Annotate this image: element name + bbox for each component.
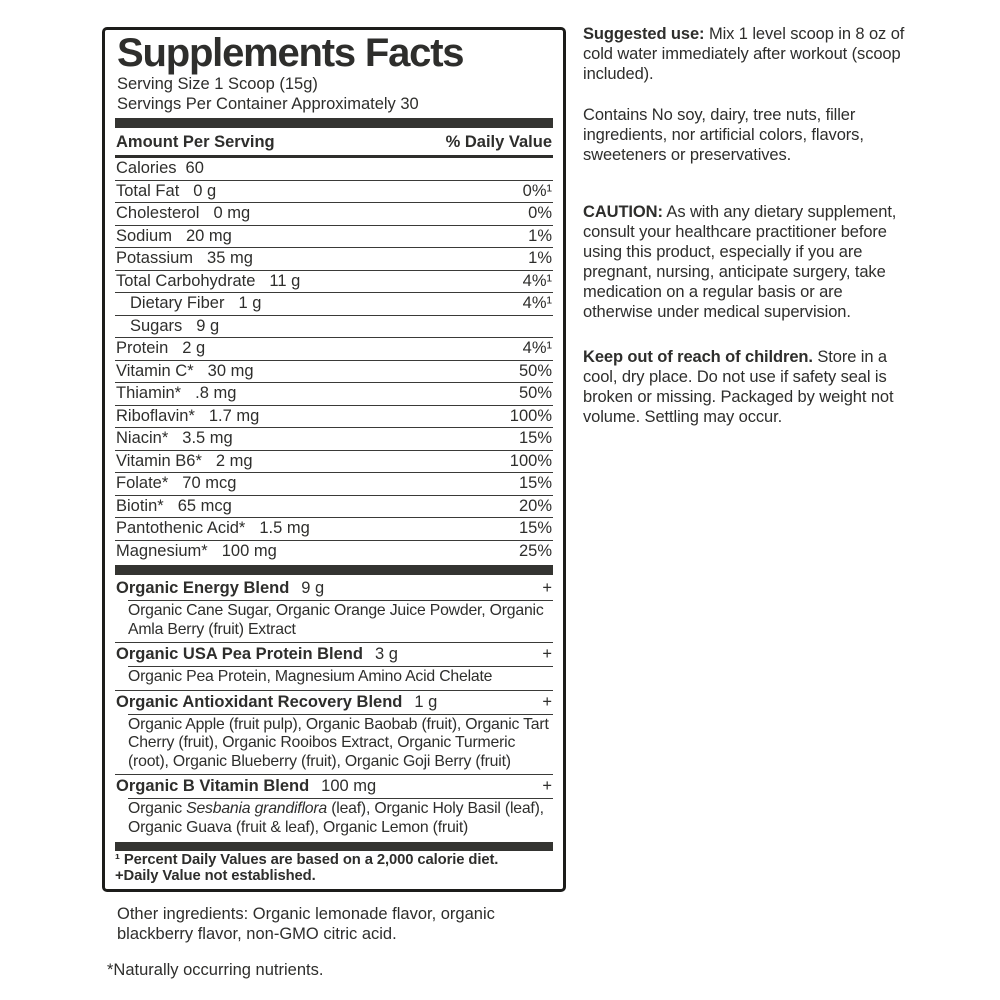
nutrient-name: Niacin* [116, 429, 169, 448]
nutrient-dv: 0% [528, 204, 552, 223]
nutrient-row [115, 541, 553, 564]
blend-header-row [115, 643, 553, 666]
blend-amount: 1 g [414, 692, 438, 711]
nutrient-name: Magnesium* [116, 542, 208, 561]
nutrient-dv: 25% [518, 542, 552, 561]
nutrient-name: Calories [116, 159, 177, 178]
blend-dv: + [542, 579, 552, 597]
amount-per-serving-header: Amount Per Serving [116, 133, 275, 151]
nutrient-rows [115, 181, 553, 564]
naturally-occurring-note: *Naturally occurring nutrients. [107, 961, 324, 979]
blend-ingredients: Organic Pea Protein, Magnesium Amino Acid Chelate [128, 668, 493, 685]
blend-ingredients: Organic Apple (fruit pulp), Organic Baobab (fruit), Organic Tart Cherry (fruit), Organic Rooibos Extract, Organic Turmeric (root), Organic Blueberry (fruit), Organic Goji Berry (fruit) [128, 715, 549, 770]
nutrient-dv: 0%¹ [522, 181, 552, 200]
paragraph-lead: CAUTION: [583, 203, 663, 221]
blend-sections [115, 577, 553, 840]
paragraph-text: As with any dietary supplement, consult your healthcare practitioner before using this product, especially if you are pregnant, nursing, anticipate surgery, take medication on a regular basis or are otherwise under medical supervision. [583, 203, 897, 321]
info-paragraph [583, 105, 909, 165]
blend-amount: 100 mg [321, 777, 377, 795]
column-header-row [115, 131, 553, 158]
footnote-daily-values: ¹ Percent Daily Values are based on a 2,000 calorie diet. [115, 852, 499, 868]
nutrient-name: Sugars [130, 316, 183, 335]
nutrient-amount: 30 mg [207, 361, 254, 380]
nutrient-dv: 1% [528, 249, 552, 268]
blend-dv: + [542, 645, 552, 663]
daily-value-header: % Daily Value [445, 133, 552, 151]
blend-name: Organic USA Pea Protein Blend [116, 645, 363, 663]
nutrient-dv: 1% [528, 226, 552, 245]
blend-name: Organic Antioxidant Recovery Blend [116, 692, 403, 711]
nutrient-amount: 3.5 mg [182, 429, 233, 448]
blend-header-row [115, 691, 553, 714]
panel-title: Supplements Facts [117, 31, 464, 75]
nutrient-row [115, 203, 553, 226]
nutrient-dv: 50% [518, 384, 552, 403]
nutrient-amount: 0 g [193, 181, 217, 200]
nutrient-row [115, 518, 553, 541]
supplement-facts-panel [102, 27, 566, 892]
nutrient-name: Potassium [116, 249, 194, 268]
servings-per-container: Servings Per Container Approximately 30 [117, 94, 419, 113]
blend-section [115, 774, 553, 840]
nutrient-name: Total Fat [116, 181, 180, 200]
divider-bar-bottom [115, 842, 553, 851]
blend-section [115, 642, 553, 690]
nutrient-name: Sodium [116, 226, 172, 245]
other-ingredients: Other ingredients: Organic lemonade flavor, organic blackberry flavor, non-GMO citric acid. [117, 905, 495, 943]
nutrient-name: Protein [116, 339, 169, 358]
nutrient-dv: 50% [518, 361, 552, 380]
blend-dv: + [542, 692, 552, 711]
paragraph-text: Contains No soy, dairy, tree nuts, filler ingredients, nor artificial colors, flavors, sweeteners or preservatives. [583, 106, 864, 164]
paragraph-lead: Suggested use: [583, 25, 705, 43]
nutrient-dv: 4%¹ [522, 294, 552, 313]
nutrient-dv: 15% [518, 519, 552, 538]
nutrient-amount: 35 mg [207, 249, 253, 268]
info-paragraph [583, 347, 909, 427]
nutrient-amount: 1.7 mg [208, 406, 260, 425]
nutrient-row [115, 406, 553, 429]
footnotes [115, 853, 553, 884]
nutrient-row [115, 451, 553, 474]
nutrient-row [115, 338, 553, 361]
nutrient-dv: 100% [509, 451, 552, 470]
blend-dv: + [542, 777, 552, 795]
blend-amount: 3 g [374, 645, 398, 663]
nutrient-dv: 15% [518, 429, 552, 448]
nutrient-row [115, 496, 553, 519]
blend-amount: 9 g [301, 579, 325, 597]
nutrient-amount: 11 g [269, 271, 301, 290]
blend-ingredients: Organic Sesbania grandiflora (leaf), Organic Holy Basil (leaf), Organic Guava (fruit & leaf), Organic Lemon (fruit) [128, 800, 544, 836]
nutrient-amount: 9 g [196, 316, 220, 335]
nutrient-amount: 60 [185, 159, 204, 178]
nutrient-amount: 100 mg [221, 542, 277, 561]
nutrient-row [115, 361, 553, 384]
nutrient-row [115, 316, 553, 339]
nutrient-row [115, 293, 553, 316]
nutrient-dv: 4%¹ [522, 271, 552, 290]
nutrient-name: Riboflavin* [116, 406, 195, 425]
facts-column [102, 27, 566, 980]
nutrient-dv: 100% [509, 406, 552, 425]
nutrient-amount: .8 mg [195, 384, 237, 403]
nutrient-amount: 20 mg [185, 226, 232, 245]
divider-bar-middle [115, 565, 553, 575]
nutrient-row [115, 271, 553, 294]
nutrient-row [115, 383, 553, 406]
paragraph-text: Store in a cool, dry place. Do not use if safety seal is broken or missing. Packaged by weight not volume. Settling may occur. [583, 348, 894, 426]
nutrient-name: Biotin* [116, 496, 164, 515]
blend-header-row [115, 577, 553, 600]
nutrient-amount: 2 mg [215, 451, 253, 470]
nutrient-amount: 2 g [182, 339, 206, 358]
blend-name: Organic B Vitamin Blend [116, 777, 310, 795]
paragraph-lead: Keep out of reach of children. [583, 348, 813, 366]
nutrient-amount: 70 mcg [182, 474, 237, 493]
blend-ingredients: Organic Cane Sugar, Organic Orange Juice Powder, Organic Amla Berry (fruit) Extract [128, 602, 544, 638]
nutrient-dv: 4%¹ [522, 339, 552, 358]
blend-section [115, 690, 553, 775]
usage-info-column [583, 24, 909, 448]
calories-row [115, 158, 553, 181]
nutrient-amount: 0 mg [213, 204, 251, 223]
nutrient-amount: 1 g [238, 294, 262, 313]
nutrient-name: Cholesterol [116, 204, 200, 223]
blend-name: Organic Energy Blend [116, 579, 290, 597]
info-paragraph [583, 202, 909, 322]
nutrient-dv: 20% [518, 496, 552, 515]
nutrient-name: Vitamin B6* [116, 451, 202, 470]
nutrient-name: Total Carbohydrate [116, 271, 256, 290]
nutrient-dv: 15% [518, 474, 552, 493]
nutrient-row [115, 181, 553, 204]
nutrient-row [115, 473, 553, 496]
blend-section [115, 577, 553, 642]
nutrient-amount: 65 mcg [177, 496, 232, 515]
nutrient-row [115, 428, 553, 451]
nutrient-name: Vitamin C* [116, 361, 194, 380]
nutrient-name: Folate* [116, 474, 169, 493]
nutrient-name: Thiamin* [116, 384, 182, 403]
serving-size: Serving Size 1 Scoop (15g) [117, 75, 318, 93]
info-paragraph [583, 24, 909, 84]
divider-bar-top [115, 118, 553, 128]
nutrient-amount: 1.5 mg [259, 519, 310, 538]
paragraph-text: Mix 1 level scoop in 8 oz of cold water immediately after workout (scoop included). [583, 25, 905, 83]
nutrient-name: Dietary Fiber [130, 294, 225, 313]
footnote-dv-not-established: +Daily Value not established. [115, 867, 316, 884]
nutrient-name: Pantothenic Acid* [116, 519, 246, 538]
blend-header-row [115, 775, 553, 798]
nutrient-row [115, 226, 553, 249]
nutrient-row [115, 248, 553, 271]
